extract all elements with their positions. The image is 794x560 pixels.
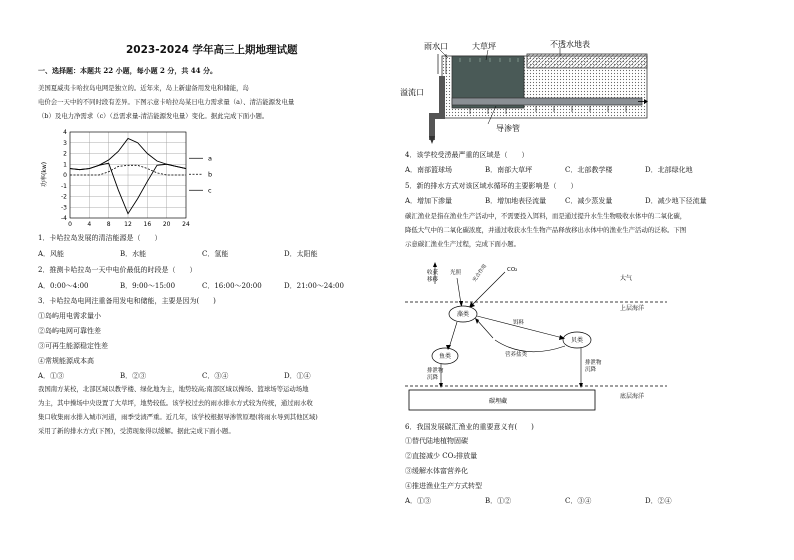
option-a[interactable]: A．增加下渗量 — [405, 197, 453, 205]
nutrients-label: 营养盐类 — [505, 352, 528, 358]
y-tick-label: 1 — [63, 161, 67, 169]
passage-line: 碳汇渔业是指在渔业生产活动中，不需要投入饵料，而是通过提升水生生物吸收水体中的二氧化碳， — [405, 212, 687, 220]
x-tick-label: 16 — [143, 221, 152, 228]
legend-label: c — [208, 186, 212, 195]
carbon-store-label: 碳埋藏 — [489, 398, 508, 405]
question-1-stem: 1．卡哈拉岛发展的清洁能源是（ ） — [38, 234, 162, 242]
question-3-item: ②岛屿电网可靠性差 — [38, 327, 101, 335]
option-c[interactable]: C．氢能 — [202, 250, 229, 258]
legend-label: b — [208, 170, 213, 179]
option-a[interactable]: A．风能 — [38, 250, 65, 258]
question-3-item: ③可再生能源稳定性差 — [38, 342, 108, 350]
option-b[interactable]: B．水能 — [120, 250, 147, 258]
y-tick-label: 2 — [63, 150, 67, 158]
photosynthesis-label: 光合作用 — [471, 263, 489, 284]
option-d[interactable]: D．②④ — [645, 497, 672, 505]
question-6-stem: 6．我国发展碳汇渔业的重要意义有( ) — [405, 423, 534, 431]
passage-line: 我国南方某校，北部区域以教学楼、绿化地为主，地势较高;南部区域以操场、篮球场等运动场地 — [38, 385, 309, 393]
question-6-item: ④推进渔业生产方式转型 — [405, 482, 482, 490]
deep-ocean-label: 底层海洋 — [620, 393, 645, 400]
option-d[interactable]: D．减少地下径流量 — [645, 197, 707, 205]
option-a[interactable]: A．南部篮球场 — [405, 166, 453, 174]
y-axis-label: 功率(kw) — [41, 161, 48, 187]
x-tick-label: 0 — [68, 221, 72, 228]
passage-line: 美国夏威夷卡哈拉岛电网是独立的。近年来，岛上新建备用发电和储能，岛 — [38, 84, 249, 92]
x-tick-label: 12 — [124, 221, 132, 228]
excreta-label-1: 排泄物 — [427, 368, 444, 374]
atmosphere-label: 大气 — [620, 275, 633, 282]
option-c[interactable]: C．16:00～20:00 — [202, 282, 262, 290]
section-heading: 一、选择题：本题共 22 小题，每小题 2 分，共 44 分。 — [38, 66, 217, 75]
option-c[interactable]: C．北部教学楼 — [565, 166, 613, 174]
co2-label: CO₂ — [507, 267, 518, 273]
remove-label: 移移 — [427, 277, 439, 283]
shellfish-label: 贝类 — [571, 337, 584, 344]
option-a[interactable]: A．①③ — [38, 372, 65, 380]
question-5-options — [405, 195, 785, 208]
page-title: 2023-2024 学年高三上期地理试题 — [126, 44, 298, 56]
x-tick-label: 4 — [87, 221, 92, 228]
passage-line: 集口收集雨水排入城市河道，雨季受渍严重。近几年，该学校根据导渗管原理(将雨水导到其他区域) — [38, 413, 318, 421]
light-label: 光照 — [450, 270, 462, 276]
fish-label: 鱼类 — [439, 353, 452, 360]
passage-line: 为主，其中操场中央设置了大草坪，地势较低。该学校过去的雨水排水方式较为传统，通过雨水收 — [38, 399, 313, 407]
seepage-pipe — [452, 98, 642, 105]
y-tick-label: 4 — [63, 129, 67, 136]
overflow-pipe — [432, 76, 442, 140]
y-tick-label: -4 — [61, 215, 67, 222]
y-tick-label: 3 — [63, 139, 67, 147]
x-tick-label: 20 — [162, 221, 171, 228]
bait-label: 饵料 — [513, 320, 525, 326]
x-tick-label: 24 — [182, 221, 190, 228]
overflow-label: 溢流口 — [400, 88, 424, 97]
sink-label-1: 沉降 — [427, 375, 439, 381]
question-2-options — [38, 280, 388, 293]
question-4-stem: 4．该学校受涝最严重的区域是（ ） — [405, 151, 529, 159]
question-6-options — [405, 495, 785, 508]
option-d[interactable]: D．21:00～24:00 — [284, 282, 344, 290]
question-3-stem: 3．卡哈拉岛电网注重备用发电和储能，主要是因为( ) — [38, 297, 216, 305]
legend-label: a — [208, 154, 212, 163]
question-3-item: ④常规能源成本高 — [38, 357, 94, 365]
option-b[interactable]: B．①② — [485, 497, 512, 505]
y-tick-label: -3 — [61, 204, 67, 212]
option-c[interactable]: C．③④ — [202, 372, 229, 380]
y-tick-label: 0 — [63, 172, 67, 179]
option-c[interactable]: C．减少蒸发量 — [565, 197, 613, 205]
option-b[interactable]: B．南部大草坪 — [485, 166, 533, 174]
passage-1 — [38, 81, 386, 123]
passage-line: 采用了新的排水方式(下图)，受涝现象得以缓解。据此完成下面小题。 — [38, 427, 235, 435]
passage-line: 电价会一天中的不同时段有差异。下图示意卡哈拉岛某日电力需求量（a）、清洁能源发电量 — [38, 98, 295, 106]
question-5-stem: 5．新的排水方式对该区域水循环的主要影响是（ ） — [405, 182, 578, 190]
passage-2 — [38, 382, 386, 438]
y-tick-label: -1 — [61, 182, 67, 190]
option-a[interactable]: A．0:00～4:00 — [38, 282, 89, 290]
question-2-stem: 2．推测卡哈拉岛一天中电价最低的时段是（ ） — [38, 266, 197, 274]
carbon-fishery-diagram — [405, 258, 667, 418]
power-chart — [38, 128, 218, 228]
question-6-item: ③缓解水体富营养化 — [405, 467, 468, 475]
passage-line: （b）及电力净需求（c）（总需求量-清洁能源发电量）变化。据此完成下面小题。 — [38, 112, 269, 120]
option-b[interactable]: B．②③ — [120, 372, 147, 380]
upper-ocean-label: 上层海洋 — [620, 305, 645, 312]
impervious-label: 不透水地表 — [550, 40, 590, 49]
question-1-options — [38, 248, 388, 261]
y-tick-label: -2 — [61, 193, 67, 201]
option-a[interactable]: A．①③ — [405, 497, 432, 505]
option-d[interactable]: D．①④ — [284, 372, 311, 380]
sink-label-2: 沉降 — [585, 367, 597, 373]
question-6-item: ①替代陆地植物固碳 — [405, 437, 468, 445]
option-d[interactable]: D．太阳能 — [284, 250, 318, 258]
pipe-label: 导渗管 — [496, 124, 520, 133]
option-c[interactable]: C．③④ — [565, 497, 592, 505]
passage-line: 示意碳汇渔业生产过程，完成下面小题。 — [405, 240, 521, 248]
x-tick-label: 8 — [106, 221, 111, 228]
question-4-options — [405, 164, 785, 177]
option-b[interactable]: B．9:00～15:00 — [120, 282, 176, 290]
passage-3 — [405, 209, 757, 251]
option-d[interactable]: D．北部绿化地 — [645, 166, 693, 174]
harvest-label: 收获 — [427, 270, 439, 276]
rain-inlet-label: 雨水口 — [424, 42, 448, 51]
question-6-item: ②直接减少 CO₂排放量 — [405, 452, 478, 460]
drainage-diagram — [400, 36, 660, 148]
passage-line: 降低大气中的二氧化碳浓度，并通过收获水生生物产品释放移出水体中的渔业生产活动的泛称。下图 — [405, 226, 687, 234]
excreta-label-2: 排泄物 — [585, 360, 602, 366]
algae-label: 藻类 — [457, 311, 470, 318]
question-3-item: ①岛屿用电需求量小 — [38, 312, 101, 320]
option-b[interactable]: B．增加地表径流量 — [485, 197, 547, 205]
lawn-label: 大草坪 — [472, 42, 496, 51]
